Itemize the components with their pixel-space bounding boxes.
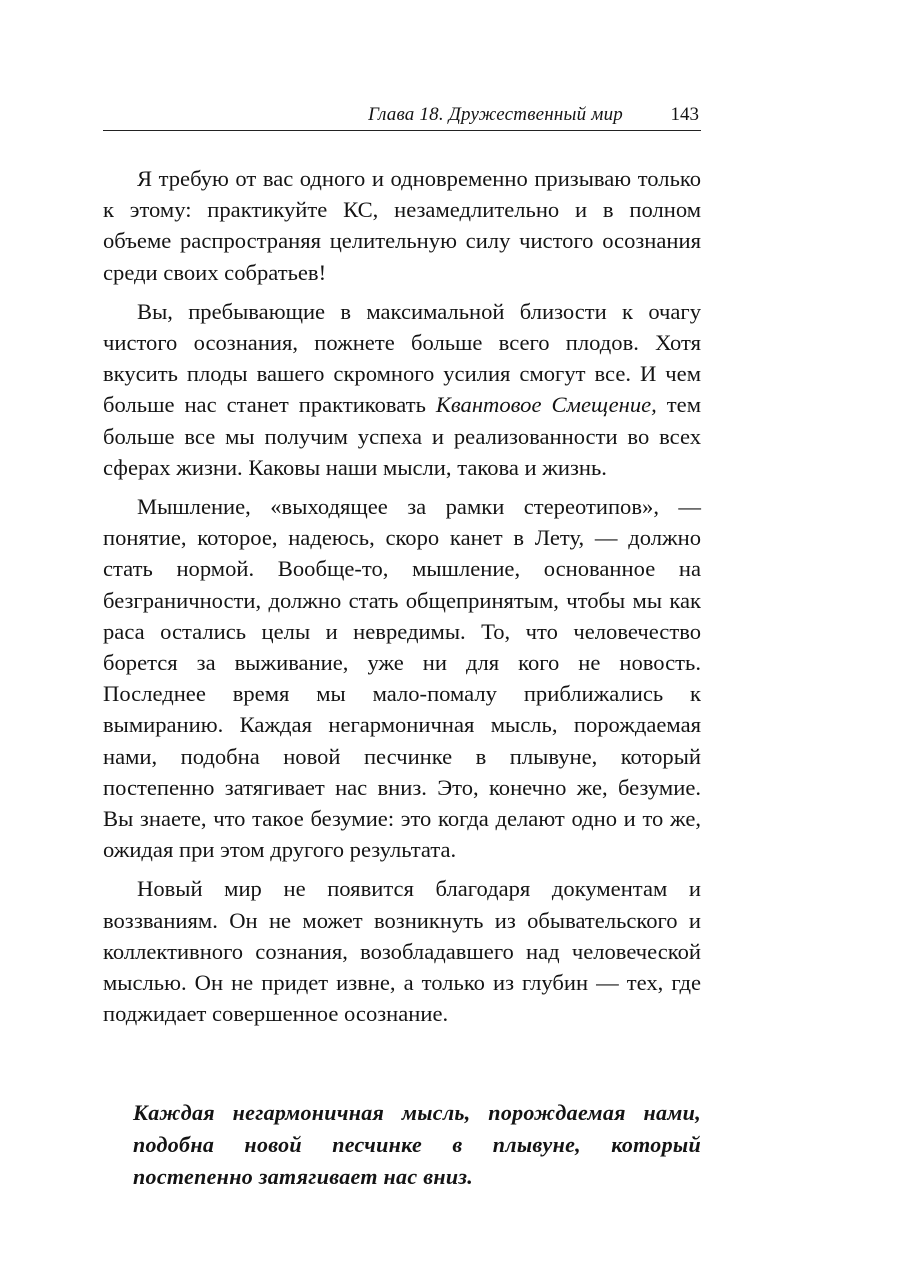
chapter-title: Глава 18. Дружественный мир: [368, 104, 623, 125]
paragraph-2-lead: Вы, пребывающие в максимальной близости к очагу чистого осознания, пожнете больше всего плодов. Хотя вкусить плоды вашего скромного усилия смогут все. И чем больше нас станет практиковать: [103, 298, 701, 418]
paragraph-2-tail: тем больше все мы получим успеха и реализованности во всех сферах жизни. Каковы наши мысли, такова и жизнь.: [103, 392, 701, 480]
paragraph-1: Я требую от вас одного и одновременно призываю только к этому: практикуйте КС, незамедлительно и в полном объеме распространяя целительную силу чистого осознания среди своих собратьев!: [103, 166, 701, 285]
running-header: [103, 100, 701, 131]
paragraph-2: [103, 296, 701, 483]
paragraph-3: Мышление, «выходящее за рамки стереотипов», — понятие, которое, надеюсь, скоро канет в Лету, — должно стать нормой. Вообще-то, мышление, основанное на безграничности, должно стать общепринятым, чтобы мы как раса остались целы и невредимы. То, что человечество борется за выживание, уже ни для кого не новость. Последнее время мы мало-помалу приближались к вымиранию. Каждая негармоничная мысль, порождаемая нами, подобна новой песчинке в плывуне, который постепенно затягивает нас вниз. Это, конечно же, безумие. Вы знаете, что такое безумие: это когда делают одно и то же, ожидая при этом другого результата.: [103, 494, 701, 863]
body-text: [103, 163, 701, 1037]
page-number: 143: [670, 104, 699, 125]
paragraph-4: Новый мир не появится благодаря документам и воззваниям. Он не может возникнуть из обывательского и коллективного сознания, возобладавшего над человеческой мыслью. Он не придет извне, а только из глубин — тех, где поджидает совершенное осознание.: [103, 876, 701, 1027]
pull-quote: Каждая негармоничная мысль, порождаемая нами, подобна новой песчинке в плывуне, который постепенно затягивает нас вниз.: [133, 1100, 701, 1189]
emphasis-quantum-shift: Квантовое Смещение,: [435, 392, 657, 418]
